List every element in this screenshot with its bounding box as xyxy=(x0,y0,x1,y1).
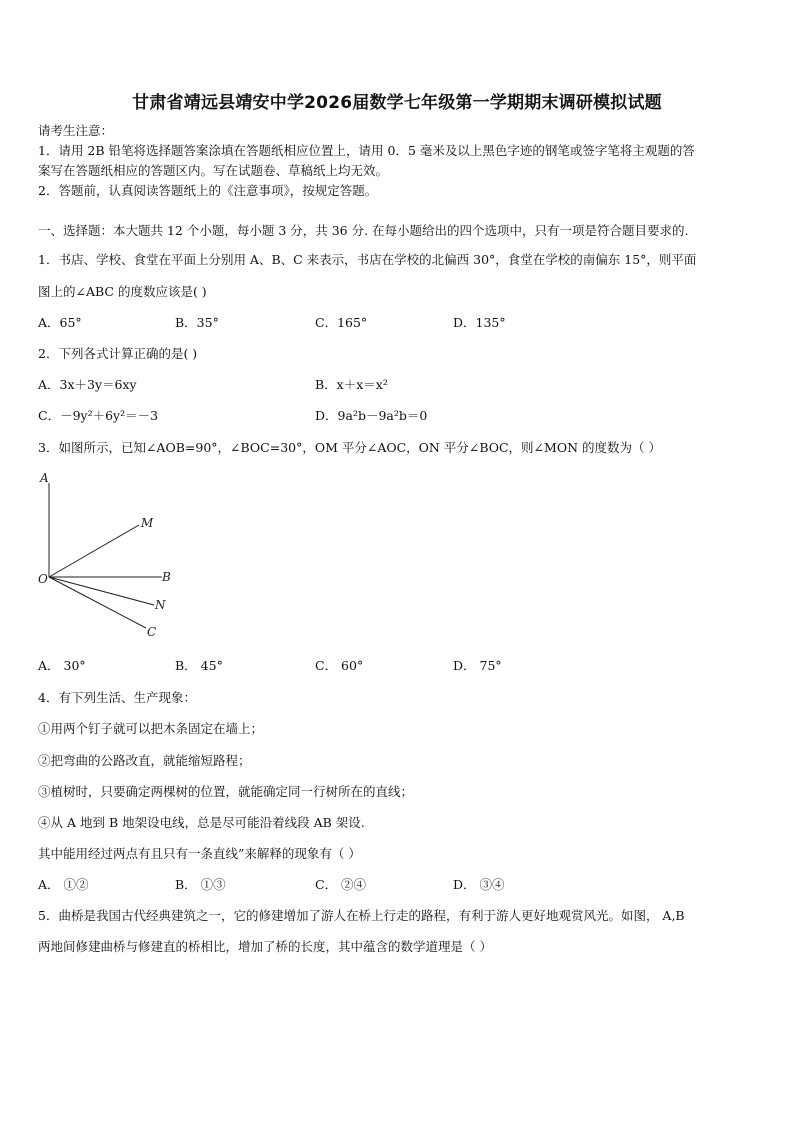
q2-option-b: B．x＋x＝x² xyxy=(315,377,388,392)
q4-option-c: C． ②④ xyxy=(315,877,367,892)
label-c: C xyxy=(147,625,157,639)
q2-option-a: A．3x＋3y＝6xy xyxy=(38,377,137,392)
q2-stem: 2．下列各式计算正确的是( ) xyxy=(38,346,198,361)
ray-oc xyxy=(49,577,146,628)
label-n: N xyxy=(155,598,166,612)
q3-option-d: D． 75° xyxy=(453,658,502,673)
notice-item-1-line-2: 案写在答题纸相应的答题区内。写在试题卷、草稿纸上均无效。 xyxy=(38,163,389,178)
q4-item-2: ②把弯曲的公路改直，就能缩短路程； xyxy=(38,753,251,768)
q3-angle-figure xyxy=(36,470,186,645)
notice-item-2: 2．答题前，认真阅读答题纸上的《注意事项》，按规定答题。 xyxy=(38,183,378,198)
q1-stem-line-2: 图上的∠ABC 的度数应该是( ) xyxy=(38,284,207,299)
q5-stem-line-2: 两地间修建曲桥与修建直的桥相比，增加了桥的长度，其中蕴含的数学道理是（ ） xyxy=(38,939,492,954)
q4-item-1: ①用两个钉子就可以把木条固定在墙上； xyxy=(38,721,264,736)
q4-question: 其中能用经过两点有且只有一条直线”来解释的现象有（ ） xyxy=(38,846,361,861)
q4-stem: 4．有下列生活、生产现象： xyxy=(38,690,196,705)
notice-item-1-line-1: 1．请用 2B 铅笔将选择题答案涂填在答题纸相应位置上，请用 0．5 毫米及以上黑色字迹的钢笔或签字笔将主观题的答 xyxy=(38,143,695,158)
q1-option-a: A．65° xyxy=(38,315,82,330)
q4-option-b: B． ①③ xyxy=(175,877,226,892)
q1-option-c: C．165° xyxy=(315,315,368,330)
label-b: B xyxy=(162,570,171,584)
q3-option-b: B． 45° xyxy=(175,658,223,673)
q4-item-4: ④从 A 地到 B 地架设电线，总是尽可能沿着线段 AB 架设. xyxy=(38,815,365,830)
q5-stem-line-1: 5．曲桥是我国古代经典建筑之一，它的修建增加了游人在桥上行走的路程，有利于游人更好地观赏风光。如图， A,B xyxy=(38,908,685,923)
q2-option-d: D．9a²b－9a²b＝0 xyxy=(315,408,428,423)
q2-option-c: C．－9y²＋6y²＝－3 xyxy=(38,408,159,423)
section-heading: 一、选择题：本大题共 12 个小题，每小题 3 分，共 36 分. 在每小题给出的四个选项中，只有一项是符合题目要求的. xyxy=(38,223,689,238)
q1-option-b: B．35° xyxy=(175,315,219,330)
q1-stem-line-1: 1．书店、学校、食堂在平面上分别用 A、B、C 来表示，书店在学校的北偏西 30°，食堂在学校的南偏东 15°，则平面 xyxy=(38,252,697,267)
label-m: M xyxy=(141,516,154,530)
q1-option-d: D．135° xyxy=(453,315,506,330)
q3-option-c: C． 60° xyxy=(315,658,364,673)
notice-heading: 请考生注意： xyxy=(38,123,114,138)
q3-option-a: A． 30° xyxy=(38,658,86,673)
q4-item-3: ③植树时，只要确定两棵树的位置，就能确定同一行树所在的直线； xyxy=(38,784,414,799)
label-o: O xyxy=(38,572,48,586)
q3-stem: 3．如图所示，已知∠AOB=90°，∠BOC=30°，OM 平分∠AOC，ON 平分∠BOC，则∠MON 的度数为（ ） xyxy=(38,440,661,455)
ray-on xyxy=(49,577,154,605)
ray-om xyxy=(49,525,139,577)
q4-option-a: A． ①② xyxy=(38,877,89,892)
label-a: A xyxy=(40,471,49,485)
page-title: 甘肃省靖远县靖安中学2026届数学七年级第一学期期末调研模拟试题 xyxy=(132,93,662,113)
q4-option-d: D． ③④ xyxy=(453,877,505,892)
